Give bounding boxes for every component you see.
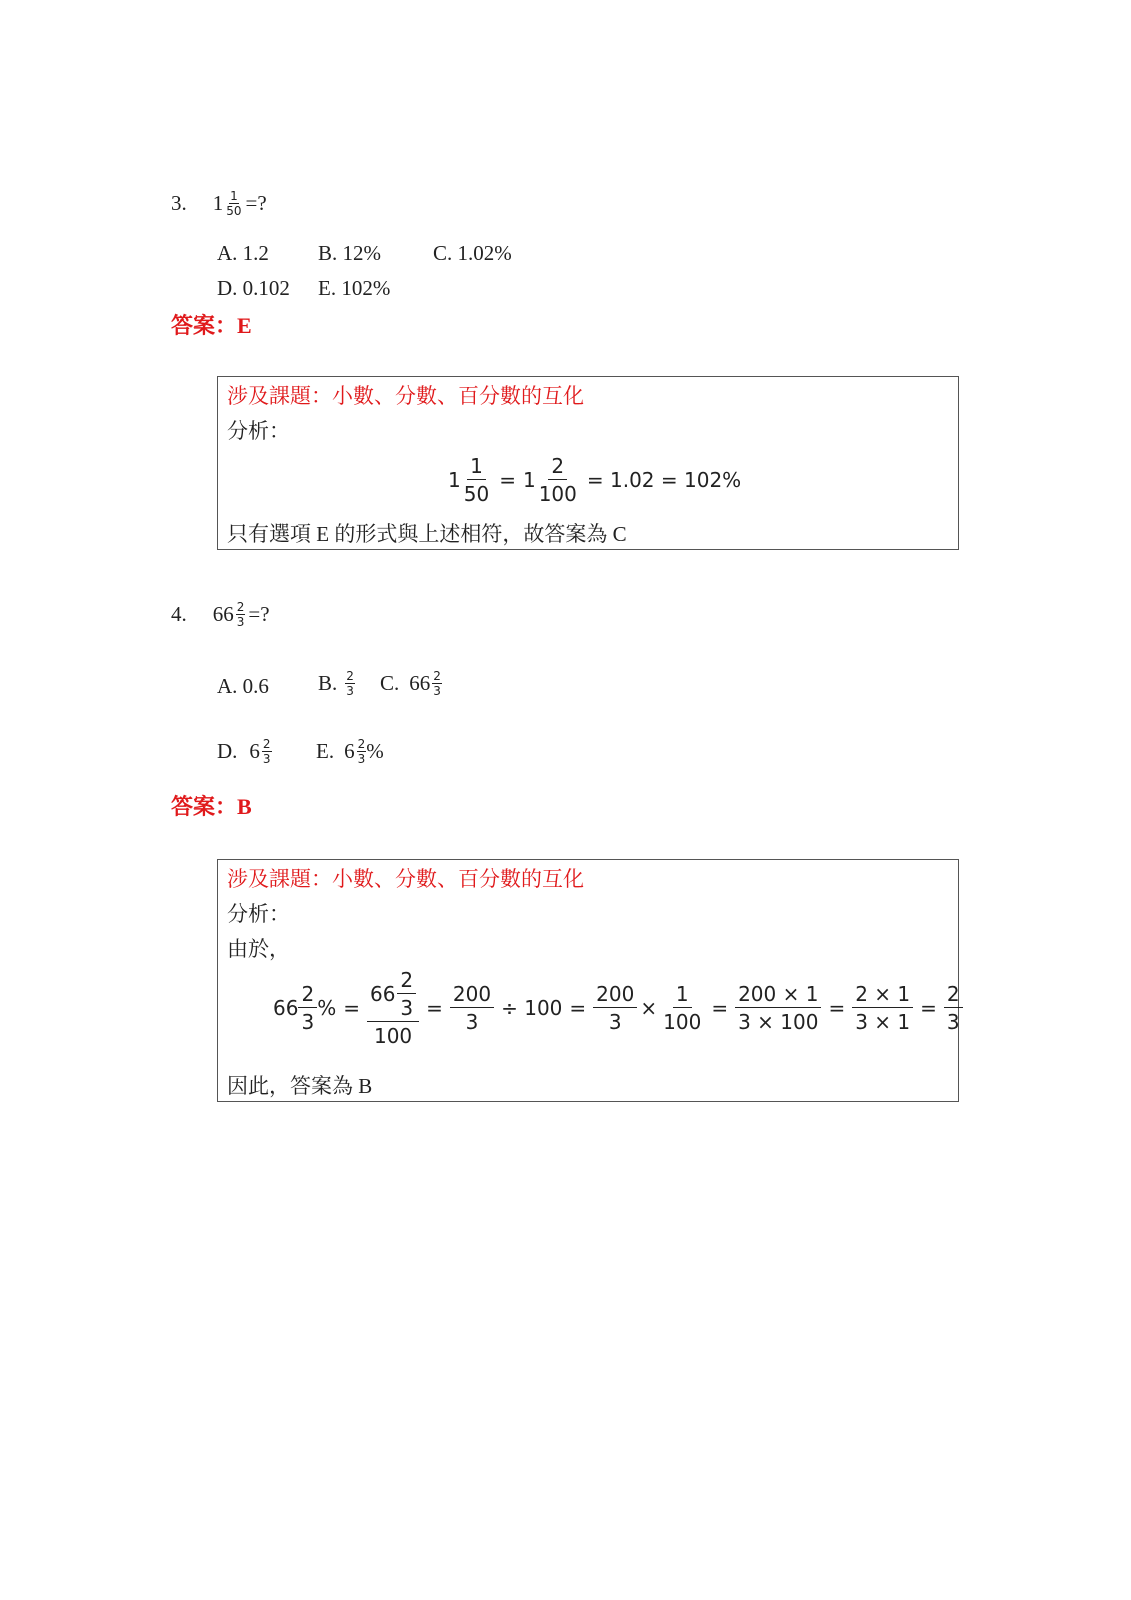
equals-sign: = — [569, 996, 587, 1020]
equals-sign: = — [343, 996, 360, 1020]
fraction — [852, 984, 913, 1032]
fraction — [593, 984, 637, 1032]
percent-sign: % — [317, 996, 337, 1020]
option-letter: B. — [318, 671, 338, 695]
equals-sign: = — [499, 468, 516, 492]
analysis-box — [217, 376, 959, 550]
denominator: 100 — [538, 482, 577, 506]
numerator: 2 — [397, 970, 416, 994]
numerator: 2 — [298, 984, 317, 1008]
equation — [448, 456, 741, 504]
answer-label: 答案：B — [171, 794, 252, 819]
question-4-stem — [171, 601, 270, 628]
fraction — [450, 984, 494, 1032]
conclusion: 只有選項 E 的形式與上述相符，故答案為 C — [227, 522, 627, 546]
analysis-box — [217, 859, 959, 1102]
complex-fraction — [367, 970, 419, 1046]
option-letter: E. — [316, 739, 335, 763]
denominator: 3 — [400, 996, 414, 1020]
fraction — [735, 984, 821, 1032]
fraction — [262, 738, 272, 765]
option-a: A. 0.6 — [217, 674, 269, 698]
option-d: D. 0.102 — [217, 276, 290, 300]
topic-heading: 涉及課題：小數、分數、百分數的互化 — [227, 867, 584, 891]
option-b — [318, 670, 355, 697]
term-whole: 66 — [369, 982, 396, 1006]
option-c: C. 1.02% — [433, 241, 512, 265]
mixed-number-whole: 66 — [212, 602, 234, 626]
option-e: E. 102% — [318, 276, 391, 300]
times-sign: × — [640, 996, 658, 1020]
mixed-number-whole: 1 — [212, 191, 224, 215]
option-c — [380, 670, 442, 697]
question-number: 3. — [171, 191, 187, 215]
division-term: ÷ 100 — [501, 996, 563, 1020]
mixed-number-whole: 6 — [249, 739, 260, 763]
fraction — [236, 601, 246, 628]
analysis-label: 分析： — [227, 419, 290, 443]
numerator: 2 — [548, 456, 567, 480]
denominator: 50 — [463, 482, 490, 506]
numerator: 200 × 1 — [735, 984, 821, 1008]
option-letter: D. — [217, 739, 238, 763]
denominator: 3 — [465, 1010, 479, 1034]
denominator: 3 — [301, 1010, 315, 1034]
mixed-number-whole: 6 — [344, 739, 355, 763]
option-d — [217, 738, 272, 765]
fraction — [225, 190, 242, 217]
numerator: 1 — [230, 189, 238, 203]
equals-sign: = — [828, 996, 846, 1020]
denominator: 3 — [236, 615, 245, 629]
denominator: 50 — [226, 204, 242, 218]
equals-sign: = — [426, 996, 443, 1020]
term-whole: 1 — [522, 468, 536, 492]
percent-sign: % — [366, 739, 384, 763]
numerator: 2 — [262, 737, 271, 751]
denominator: 3 — [608, 1010, 622, 1034]
conclusion: 因此，答案為 B — [227, 1074, 373, 1098]
question-number: 4. — [171, 602, 187, 626]
denominator: 3 — [262, 752, 271, 766]
denominator: 3 — [357, 752, 366, 766]
term-whole: 66 — [273, 996, 299, 1020]
question-3-stem — [171, 190, 267, 217]
denominator: 100 — [663, 1010, 702, 1034]
numerator: 2 — [346, 669, 354, 683]
numerator: 1 — [673, 984, 692, 1008]
term-whole: 1 — [448, 468, 461, 492]
fraction — [357, 738, 367, 765]
option-letter: C. — [380, 671, 400, 695]
fraction — [944, 984, 963, 1032]
denominator: 3 — [433, 684, 441, 698]
denominator: 3 — [346, 684, 354, 698]
analysis-label: 分析： — [227, 902, 290, 926]
denominator: 3 — [946, 1010, 960, 1034]
option-e — [316, 738, 384, 765]
fraction — [536, 456, 580, 504]
question-tail: =? — [248, 602, 270, 626]
fraction — [432, 670, 442, 697]
equals-sign: = — [920, 996, 937, 1020]
numerator: 200 — [450, 984, 494, 1008]
option-b: B. 12% — [318, 241, 381, 265]
fraction — [397, 970, 416, 1018]
answer-label: 答案：E — [171, 313, 252, 338]
equation-rest: = 1.02 = 102% — [586, 468, 742, 492]
fraction — [660, 984, 704, 1032]
option-a: A. 1.2 — [217, 241, 269, 265]
numerator: 2 — [944, 984, 963, 1008]
equals-sign: = — [711, 996, 729, 1020]
since-text: 由於， — [227, 937, 290, 961]
fraction — [461, 456, 492, 504]
denominator: 3 × 1 — [855, 1010, 911, 1034]
numerator: 1 — [467, 456, 486, 480]
fraction — [298, 984, 317, 1032]
topic-heading: 涉及課題：小數、分數、百分數的互化 — [227, 384, 584, 408]
fraction — [345, 670, 355, 697]
numerator: 2 — [433, 669, 441, 683]
numerator: 200 — [593, 984, 637, 1008]
numerator: 2 — [236, 600, 245, 614]
question-tail: =? — [245, 191, 267, 215]
numerator: 2 × 1 — [852, 984, 913, 1008]
mixed-number-whole: 66 — [409, 671, 431, 695]
equation — [273, 970, 963, 1046]
numerator: 2 — [357, 737, 366, 751]
denominator: 100 — [373, 1024, 413, 1048]
denominator: 3 × 100 — [738, 1010, 819, 1034]
numerator — [367, 970, 419, 1022]
